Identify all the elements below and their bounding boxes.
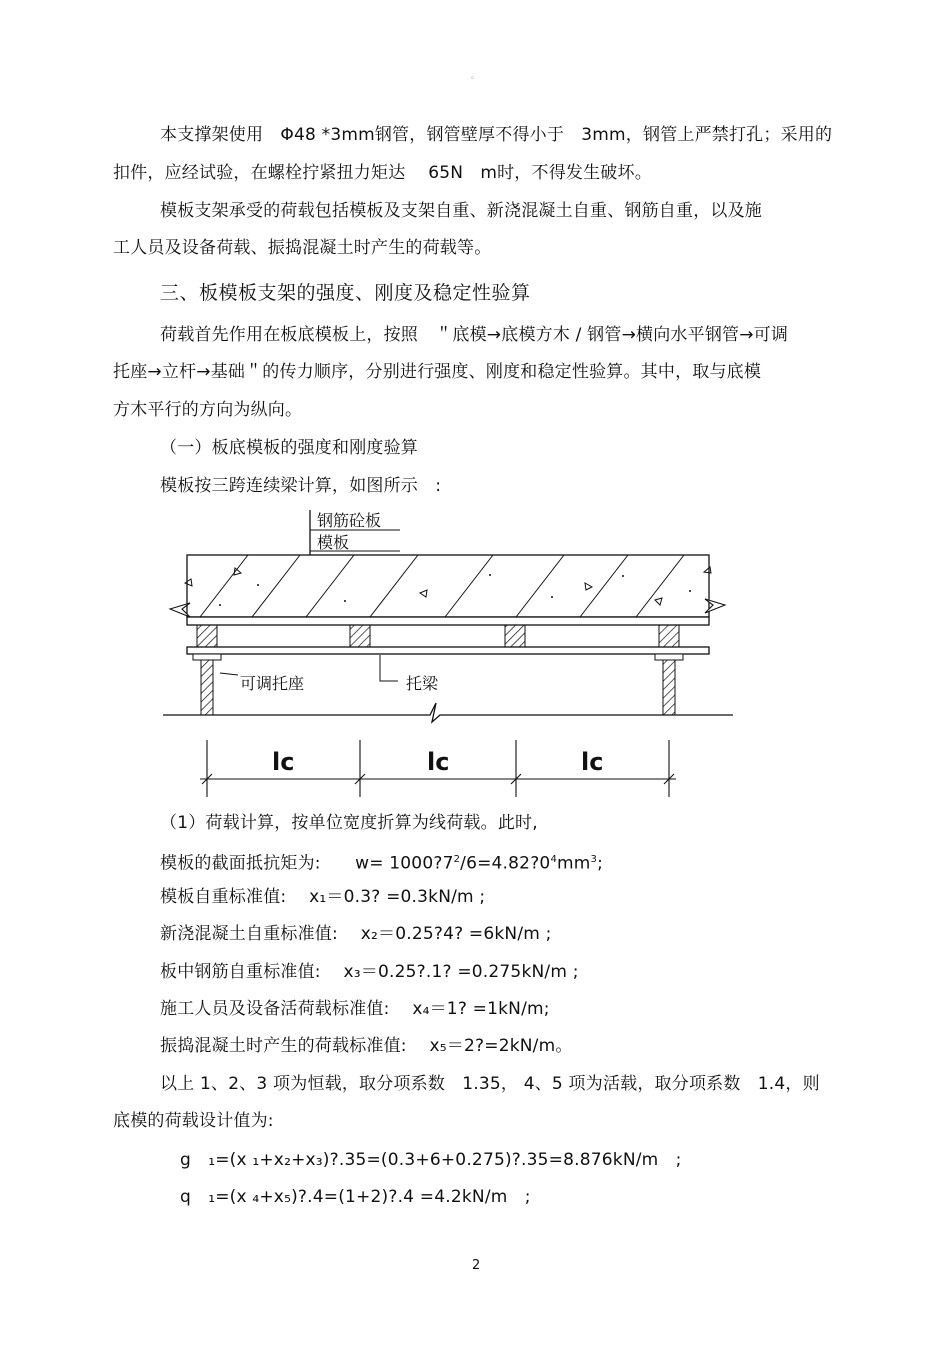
calc-worker-load: 施工人员及设备活荷载标准值: x₄＝1? =1kN/m; bbox=[160, 999, 550, 1019]
para-1-line-2: 扣件，应经试验，在螺栓拧紧扭力矩达 65N m时，不得发生破坏。 bbox=[113, 163, 652, 183]
para-3-line-2: 托座→立杆→基础＂的传力顺序，分别进行强度、刚度和稳定性验算。其中，取与底模 bbox=[113, 362, 762, 382]
concrete-slab bbox=[187, 555, 709, 617]
post-left bbox=[201, 660, 213, 715]
page-number: 2 bbox=[472, 1258, 481, 1273]
label-formwork: 模板 bbox=[317, 533, 350, 552]
calc-q1: q ₁=(x ₄+x₅)?.4=(1+2)?.4 =4.2kN/m ; bbox=[180, 1187, 531, 1207]
para-4: 模板按三跨连续梁计算，如图所示 : bbox=[160, 476, 442, 496]
para-3-line-1: 荷载首先作用在板底模板上，按照 ＂底模→底模方木 / 钢管→横向水平钢管→可调 bbox=[160, 325, 789, 345]
three-span-beam-diagram bbox=[160, 505, 740, 800]
para-3-line-3: 方木平行的方向为纵向。 bbox=[113, 400, 303, 420]
calc-concrete-weight: 新浇混凝土自重标准值: x₂＝0.25?4? =6kN/m ; bbox=[160, 924, 552, 944]
span-label-3: lc bbox=[581, 748, 604, 776]
calc-g1: g ₁=(x ₁+x₂+x₃)?.35=(0.3+6+0.275)?.35=8.876kN/m ; bbox=[180, 1150, 682, 1170]
calc-factors-line-1: 以上 1、2、3 项为恒载，取分项系数 1.35， 4、5 项为活载，取分项系数 1.4，则 bbox=[160, 1074, 820, 1094]
calc-formwork-weight: 模板自重标准值: x₁＝0.3? =0.3kN/m ; bbox=[160, 887, 486, 907]
formwork-board bbox=[187, 617, 709, 625]
calc-rebar-weight: 板中钢筋自重标准值: x₃＝0.25?.1? =0.275kN/m ; bbox=[160, 962, 579, 982]
post-right bbox=[663, 660, 675, 715]
label-slab: 钢筋砼板 bbox=[317, 511, 382, 530]
para-1-line-1: 本支撑架使用 Φ48 *3mm钢管，钢管壁厚不得小于 3mm，钢管上严禁打孔；采用的 bbox=[160, 125, 833, 145]
calc-intro: （1）荷载计算，按单位宽度折算为线荷载。此时, bbox=[160, 813, 538, 833]
timber-battens bbox=[197, 625, 679, 647]
span-label-2: lc bbox=[427, 748, 450, 776]
calc-section-modulus: 模板的截面抵抗矩为: $w= 1000?7^2/6=4.82?0^4mm^3$; bbox=[160, 853, 604, 874]
ground-line bbox=[163, 703, 733, 722]
calc-vibration-load: 振捣混凝土时产生的荷载标准值: x₅＝2?=2kN/m。 bbox=[160, 1036, 573, 1056]
calc-factors-line-2: 底模的荷载设计值为: bbox=[113, 1111, 274, 1131]
span-label-1: lc bbox=[272, 748, 295, 776]
subsection-heading: （一）板底模板的强度和刚度验算 bbox=[160, 438, 418, 458]
top-dot: 。 bbox=[471, 71, 479, 80]
para-2-line-2: 工人员及设备荷载、振捣混凝土时产生的荷载等。 bbox=[113, 238, 492, 258]
para-2-line-1: 模板支架承受的荷载包括模板及支架自重、新浇混凝土自重、钢筋自重，以及施 bbox=[160, 201, 762, 221]
support-beam bbox=[187, 647, 709, 654]
label-adjustable-support: 可调托座 bbox=[240, 674, 305, 693]
label-support-beam: 托梁 bbox=[406, 674, 439, 693]
section-heading: 三、板模板支架的强度、刚度及稳定性验算 bbox=[160, 282, 531, 304]
